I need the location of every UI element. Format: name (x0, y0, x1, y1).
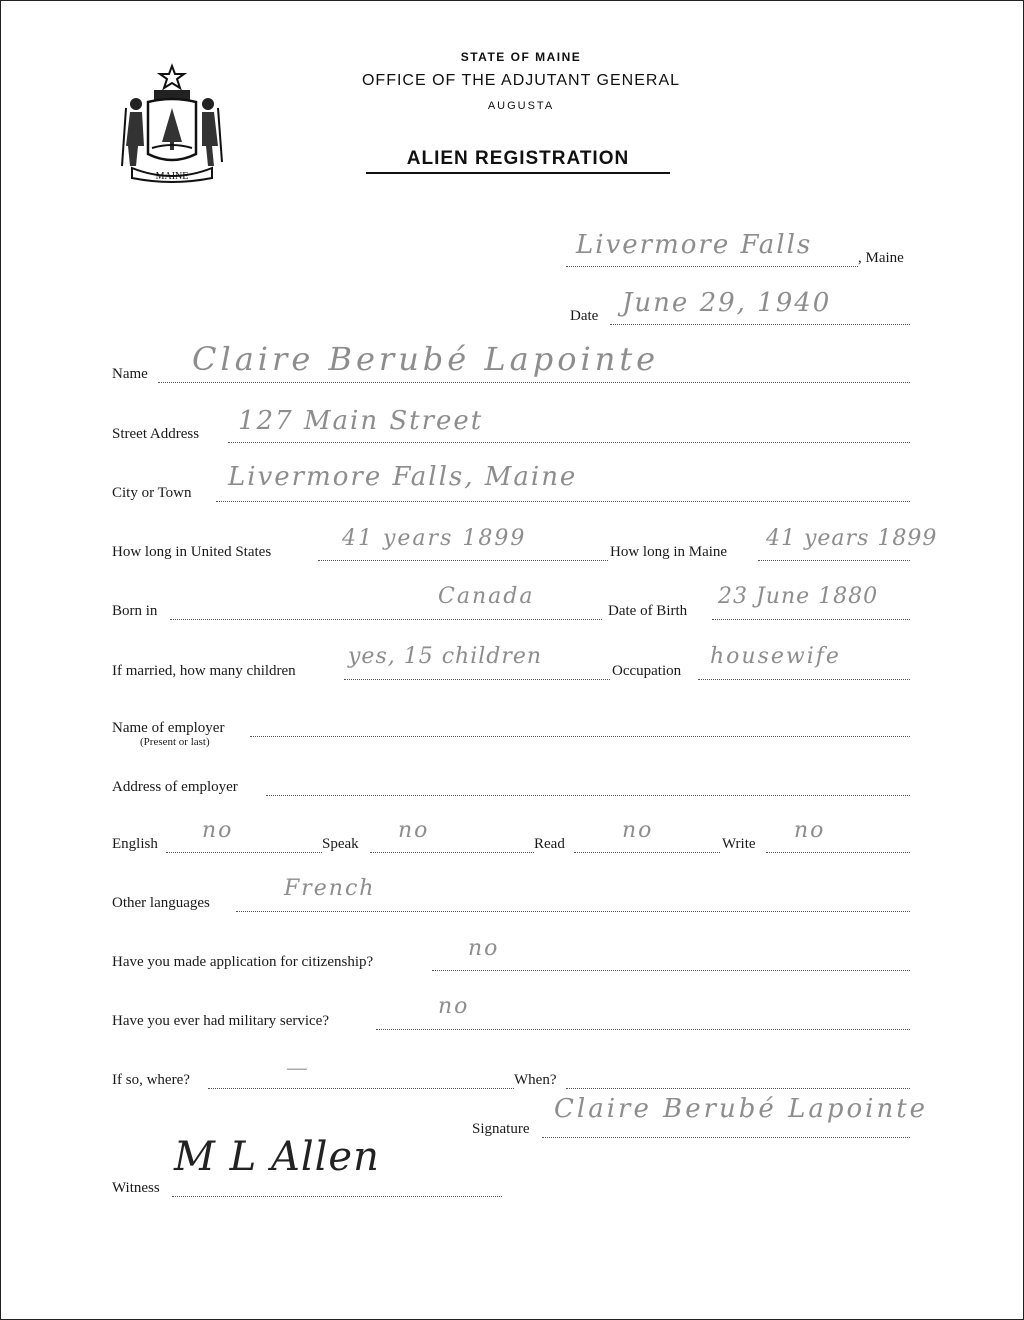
witness-label: Witness (112, 1180, 160, 1196)
how-long-us-label: How long in United States (112, 544, 272, 560)
married-label: If married, how many children (112, 663, 296, 679)
married-value: yes, 15 children (348, 644, 543, 669)
speak-label: Speak (322, 836, 359, 852)
military-value: no (438, 994, 470, 1019)
maine-label: , Maine (858, 250, 904, 266)
dob-label: Date of Birth (608, 603, 688, 619)
form-title: ALIEN REGISTRATION (366, 148, 670, 174)
military-label: Have you ever had military service? (112, 1013, 329, 1029)
citizenship-value: no (468, 936, 500, 961)
header-office: OFFICE OF THE ADJUTANT GENERAL (361, 72, 681, 89)
dob-value: 23 June 1880 (718, 584, 879, 609)
english-value: no (202, 818, 234, 843)
how-long-maine-label: How long in Maine (610, 544, 728, 560)
signature-value: Claire Berubé Lapointe (554, 1094, 929, 1124)
other-languages-label: Other languages (112, 895, 210, 911)
employer-label: Name of employer (112, 720, 225, 736)
date-label: Date (570, 308, 599, 324)
city-value: Livermore Falls, Maine (228, 462, 578, 492)
how-long-us-value: 41 years 1899 (342, 526, 527, 551)
how-long-maine-value: 41 years 1899 (766, 526, 938, 551)
occupation-value: housewife (710, 644, 841, 669)
city-label: City or Town (112, 485, 192, 501)
header-city: AUGUSTA (487, 100, 555, 112)
alien-registration-form (6, 4, 1018, 1314)
where-value: — (286, 1056, 310, 1081)
street-value: 127 Main Street (238, 406, 484, 436)
write-label: Write (722, 836, 756, 852)
born-in-value: Canada (438, 584, 535, 609)
date-value: June 29, 1940 (622, 288, 832, 318)
when-label: When? (514, 1072, 557, 1088)
header-state: STATE OF MAINE (460, 50, 582, 64)
speak-value: no (398, 818, 430, 843)
english-label: English (112, 836, 158, 852)
employer-address-label: Address of employer (112, 779, 238, 795)
name-value: Claire Berubé Lapointe (192, 340, 660, 378)
write-value: no (794, 818, 826, 843)
witness-signature: M L Allen (174, 1134, 380, 1180)
read-label: Read (534, 836, 565, 852)
born-in-label: Born in (112, 603, 158, 619)
name-label: Name (112, 366, 148, 382)
read-value: no (622, 818, 654, 843)
town-value: Livermore Falls (576, 230, 813, 260)
where-label: If so, where? (112, 1072, 190, 1088)
other-languages-value: French (284, 876, 376, 901)
seal-motto-text: MAINE (155, 171, 189, 182)
signature-label: Signature (472, 1121, 530, 1137)
street-label: Street Address (112, 426, 200, 442)
maine-state-seal-icon (118, 62, 226, 186)
citizenship-label: Have you made application for citizenship? (112, 954, 374, 970)
employer-note: (Present or last) (140, 736, 210, 748)
occupation-label: Occupation (612, 663, 682, 679)
